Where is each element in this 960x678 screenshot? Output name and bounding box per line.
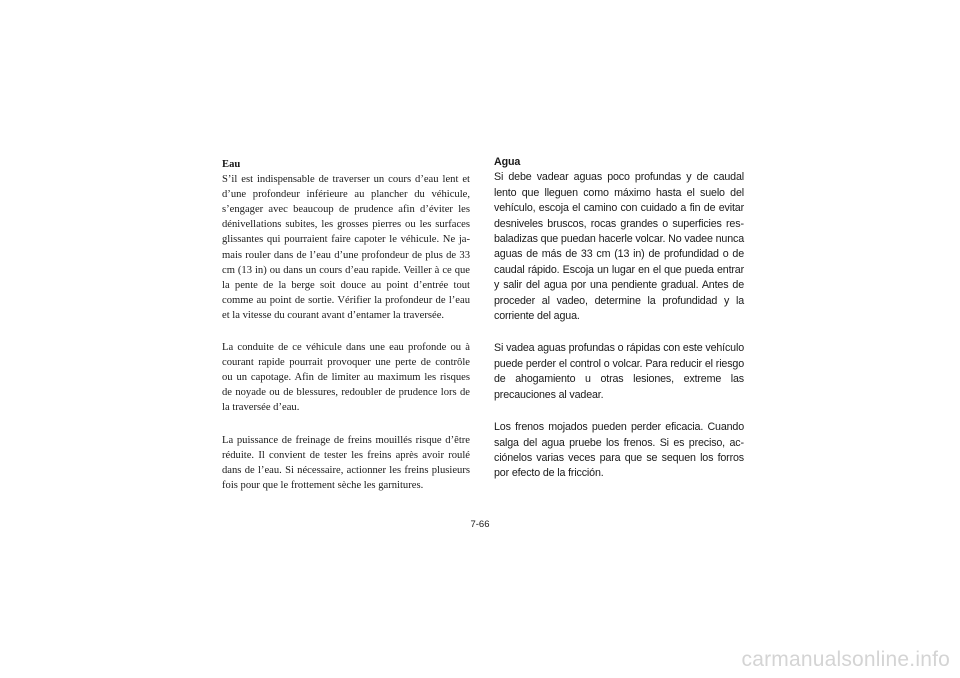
spanish-paragraph-3: Los frenos mojados pueden perder eficacia. Cuando salga del agua pruebe los frenos. Si es preciso, acciónelos varias veces para que se sequen los forros por efecto de la fricción. (494, 421, 744, 480)
spanish-column (494, 155, 744, 499)
french-paragraph-2: La conduite de ce véhicule dans une eau profonde ou à courant rapide pourrait provoquer une perte de contrôle ou un capotage. Afin de limiter au maximum les risques de noyade ou de blessures, redoubler de prudence lors de la traversée d’eau. (222, 342, 470, 414)
french-paragraph-3: La puissance de freinage de freins mouillés risque d’être réduite. Il convient de tester les freins après avoir roulé dans de l’eau. Si nécessaire, actionner les freins plusieurs fois pour que le frottement sèche les garnitures. (222, 434, 470, 491)
spanish-paragraph-2: Si vadea aguas profundas o rápidas con este vehículo puede perder el control o volcar. Para reducir el riesgo de ahogamiento u otras lesiones, extreme las precauciones al vadear. (494, 342, 744, 401)
watermark: carmanualsonline.info (741, 648, 950, 671)
french-paragraph-1: S’il est indispensable de traverser un cours d’eau lent et d’une profondeur inférieure au plancher du véhicule, s’engager avec beaucoup de prudence afin d’éviter les dénivellations subites, les grosses pierres ou les surfaces glissantes qui pourraient faire capoter le véhicule. Ne jamais rouler dans de l’eau d’une profondeur de plus de 33 cm (13 in) ou dans un cours d’eau rapide. Veiller à ce que la pente de la berge soit douce au point d’entrée tout comme au point de sortie. Vérifier la profondeur de l’eau et la vitesse du courant avant d’entamer la traversée. (222, 174, 470, 321)
page-number: 7-66 (470, 519, 490, 530)
spanish-paragraph-1: Si debe vadear aguas poco profundas y de caudal lento que lleguen como máximo hasta el suelo del vehículo, escoja el camino con cuidado a fin de evitar desniveles bruscos, rocas grandes o superficies resbaladizas que puedan hacerle volcar. No vadee nunca aguas de más de 33 cm (13 in) de profundidad o de caudal rápido. Escoja un lugar en el que pueda entrar y salir del agua por una pendiente gradual. Antes de proceder al vadeo, determine la profundidad y la corriente del agua. (494, 171, 744, 323)
french-column (222, 157, 470, 510)
spanish-heading: Agua (494, 156, 521, 168)
french-heading: Eau (222, 159, 241, 170)
